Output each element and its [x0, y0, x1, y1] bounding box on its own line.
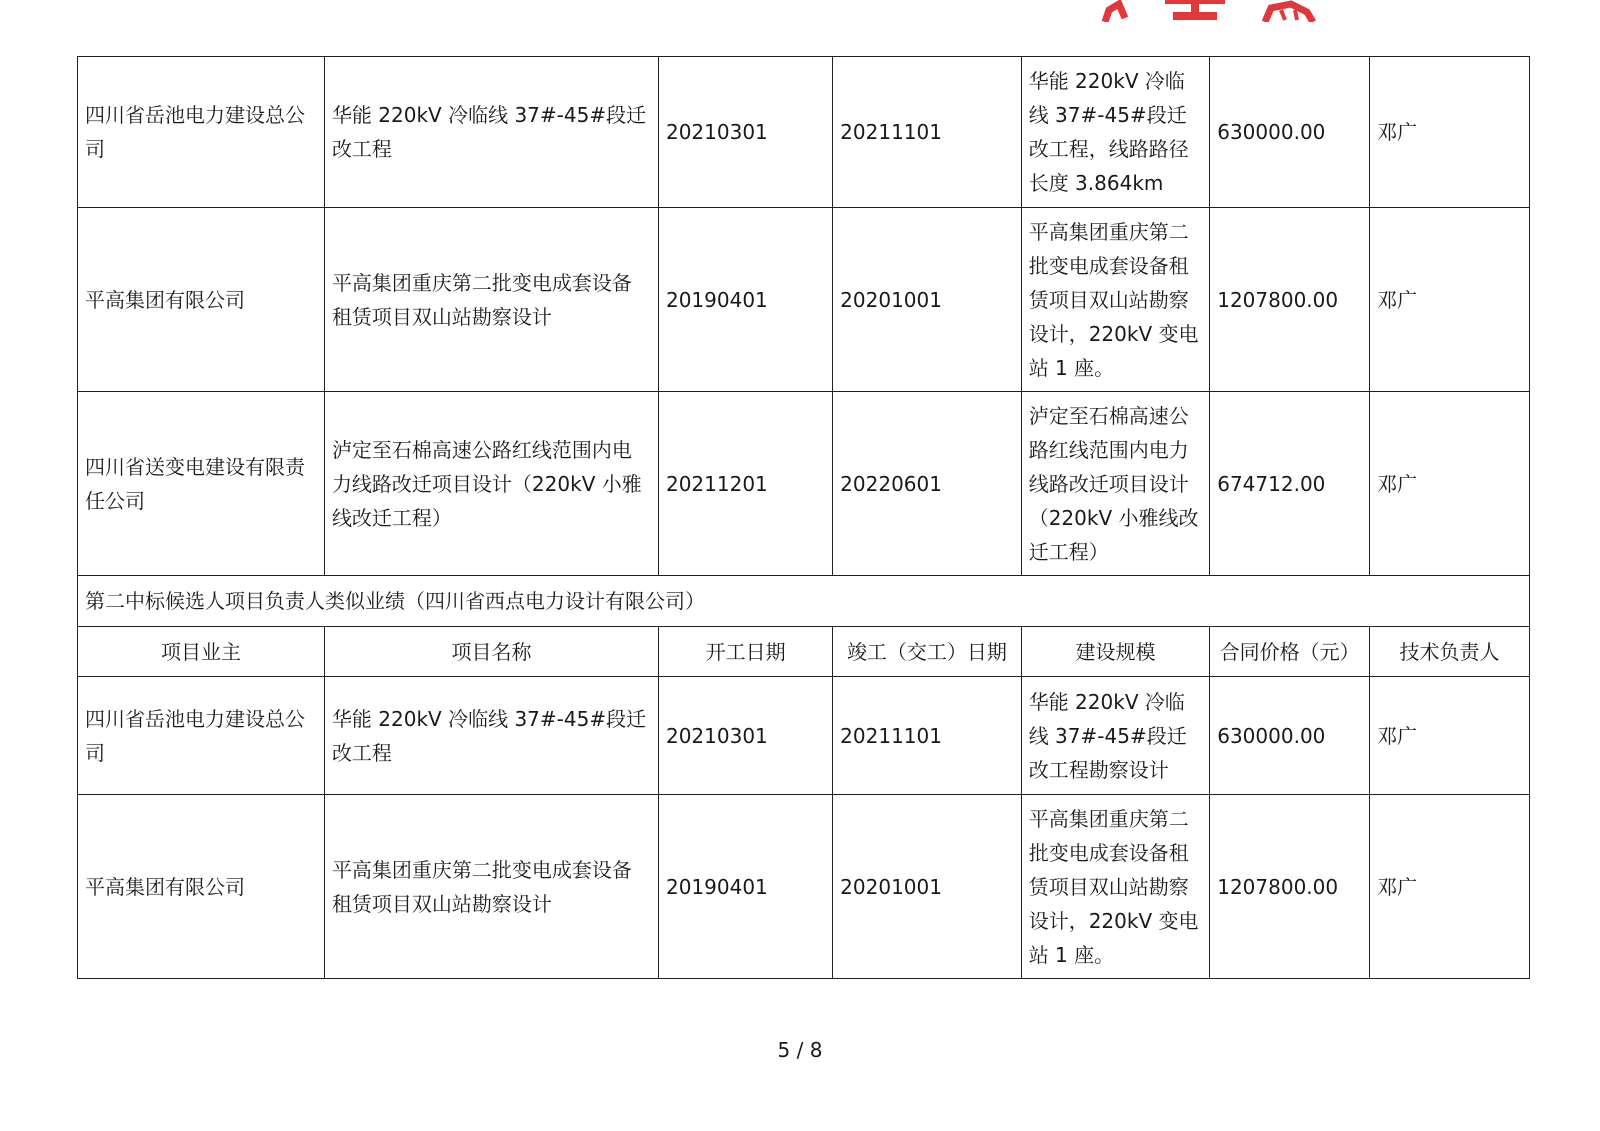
- start-date-cell: 20210301: [658, 677, 832, 795]
- scale-cell: 华能 220kV 冷临线 37#-45#段迁改工程勘察设计: [1021, 677, 1210, 795]
- end-date-cell: 20211101: [833, 677, 1022, 795]
- section-title: 第二中标候选人项目负责人类似业绩（四川省西点电力设计有限公司）: [78, 576, 1530, 627]
- header-project-name: 项目名称: [324, 627, 658, 677]
- table-row: [78, 208, 1530, 392]
- owner-cell: 平高集团有限公司: [78, 795, 325, 979]
- owner-cell: 平高集团有限公司: [78, 208, 325, 392]
- header-scale: 建设规模: [1021, 627, 1210, 677]
- lead-cell: 邓广: [1370, 208, 1530, 392]
- end-date-cell: 20201001: [833, 795, 1022, 979]
- scale-cell: 泸定至石棉高速公路红线范围内电力线路改迁项目设计（220kV 小雅线改迁工程）: [1021, 392, 1210, 576]
- price-cell: 630000.00: [1210, 677, 1370, 795]
- end-date-cell: 20211101: [833, 57, 1022, 208]
- start-date-cell: 20190401: [658, 795, 832, 979]
- table-row: [78, 677, 1530, 795]
- start-date-cell: 20190401: [658, 208, 832, 392]
- project-name-cell: 华能 220kV 冷临线 37#-45#段迁改工程: [324, 57, 658, 208]
- project-name-cell: 泸定至石棉高速公路红线范围内电力线路改迁项目设计（220kV 小雅线改迁工程）: [324, 392, 658, 576]
- scale-cell: 华能 220kV 冷临线 37#-45#段迁改工程，线路路径长度 3.864km: [1021, 57, 1210, 208]
- price-cell: 630000.00: [1210, 57, 1370, 208]
- project-name-cell: 华能 220kV 冷临线 37#-45#段迁改工程: [324, 677, 658, 795]
- table-row: [78, 795, 1530, 979]
- owner-cell: 四川省岳池电力建设总公司: [78, 677, 325, 795]
- end-date-cell: 20220601: [833, 392, 1022, 576]
- start-date-cell: 20211201: [658, 392, 832, 576]
- lead-cell: 邓广: [1370, 677, 1530, 795]
- project-name-cell: 平高集团重庆第二批变电成套设备租赁项目双山站勘察设计: [324, 208, 658, 392]
- scale-cell: 平高集团重庆第二批变电成套设备租赁项目双山站勘察设计，220kV 变电站 1 座。: [1021, 208, 1210, 392]
- price-cell: 674712.00: [1210, 392, 1370, 576]
- header-price: 合同价格（元）: [1210, 627, 1370, 677]
- project-name-cell: 平高集团重庆第二批变电成套设备租赁项目双山站勘察设计: [324, 795, 658, 979]
- table-row: [78, 57, 1530, 208]
- lead-cell: 邓广: [1370, 795, 1530, 979]
- end-date-cell: 20201001: [833, 208, 1022, 392]
- owner-cell: 四川省送变电建设有限责任公司: [78, 392, 325, 576]
- performance-table: [77, 56, 1530, 979]
- header-end-date: 竣工（交工）日期: [833, 627, 1022, 677]
- red-seal-stamp: [1095, 0, 1325, 22]
- start-date-cell: 20210301: [658, 57, 832, 208]
- lead-cell: 邓广: [1370, 392, 1530, 576]
- section-title-row: [78, 576, 1530, 627]
- price-cell: 1207800.00: [1210, 208, 1370, 392]
- price-cell: 1207800.00: [1210, 795, 1370, 979]
- table-row: [78, 392, 1530, 576]
- page-number: 5 / 8: [777, 1038, 823, 1062]
- scale-cell: 平高集团重庆第二批变电成套设备租赁项目双山站勘察设计，220kV 变电站 1 座。: [1021, 795, 1210, 979]
- owner-cell: 四川省岳池电力建设总公司: [78, 57, 325, 208]
- lead-cell: 邓广: [1370, 57, 1530, 208]
- header-owner: 项目业主: [78, 627, 325, 677]
- header-lead: 技术负责人: [1370, 627, 1530, 677]
- header-start-date: 开工日期: [658, 627, 832, 677]
- header-row: [78, 627, 1530, 677]
